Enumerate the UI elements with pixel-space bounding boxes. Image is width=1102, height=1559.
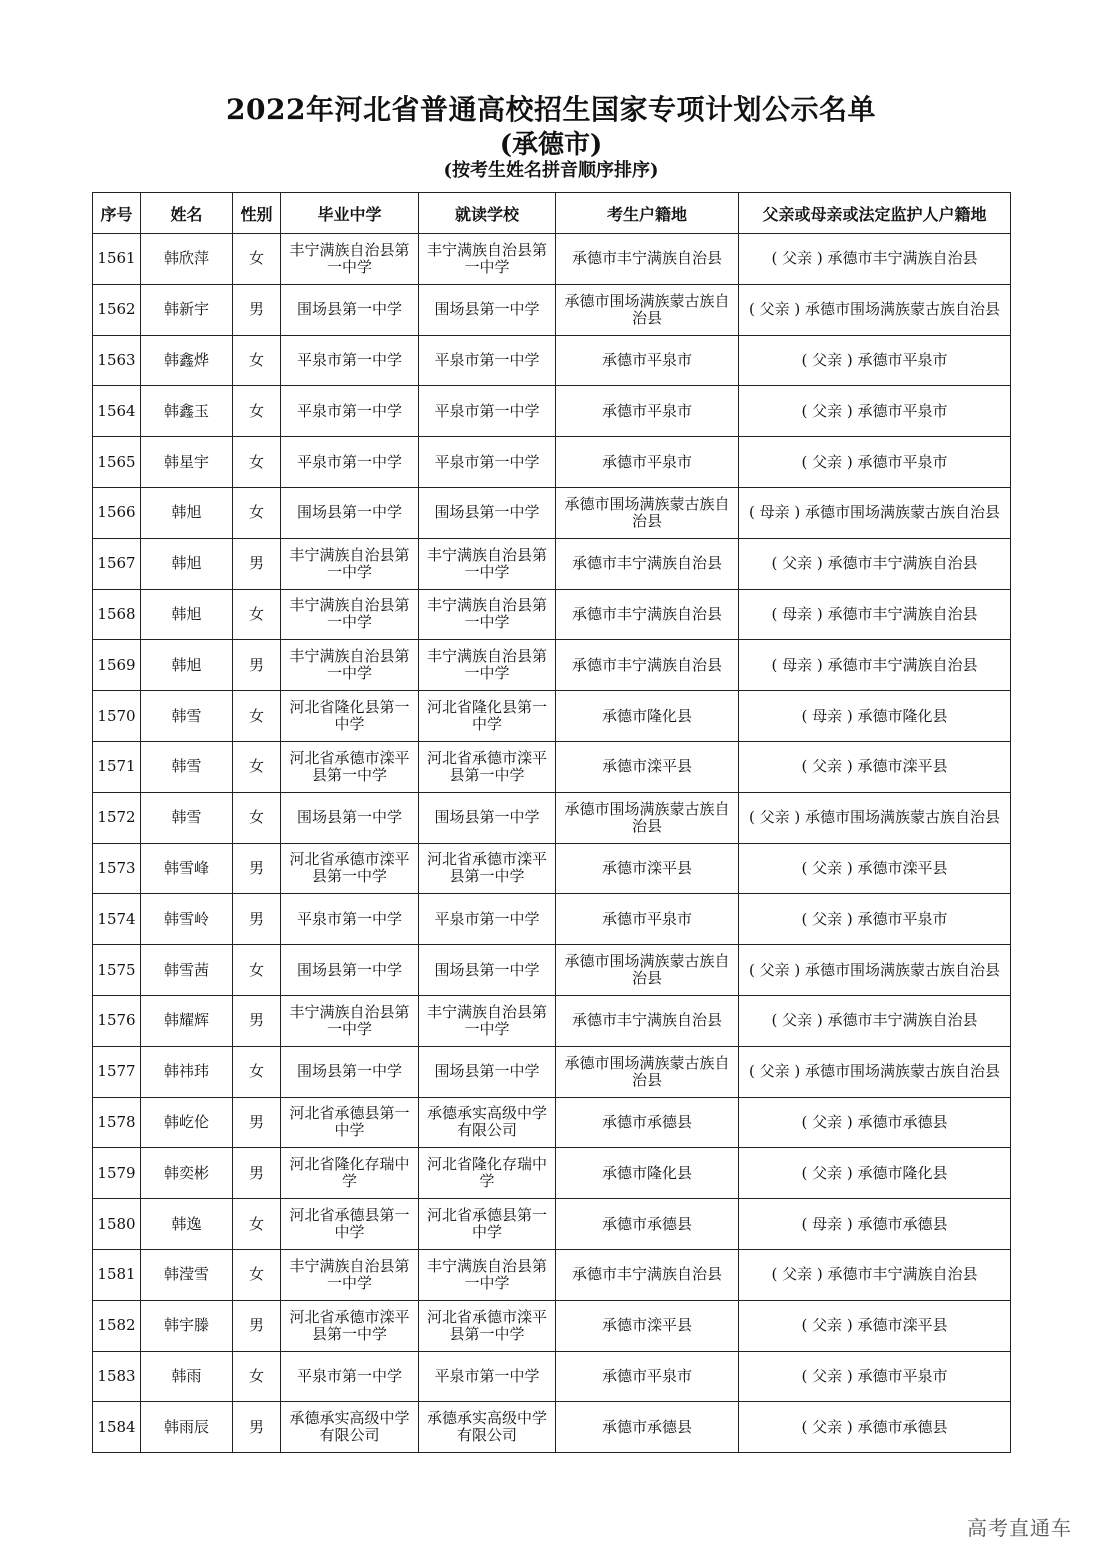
table-row [93,792,1011,843]
current-school-cell: 丰宁满族自治县第一中学 [419,1249,556,1300]
student-domicile-cell: 承德市滦平县 [556,1300,739,1351]
guardian-domicile-cell: ( 父亲 ) 承德市丰宁满族自治县 [739,1249,1011,1300]
name-cell: 韩星宇 [141,437,233,488]
gender-cell: 女 [233,1199,281,1250]
table-row [93,234,1011,285]
table-header-row [93,193,1011,234]
table-row [93,1402,1011,1453]
guardian-domicile-cell: ( 父亲 ) 承德市平泉市 [739,386,1011,437]
seq-cell: 1581 [93,1249,141,1300]
gender-cell: 女 [233,691,281,742]
table-row [93,640,1011,691]
current-school-cell: 丰宁满族自治县第一中学 [419,538,556,589]
seq-cell: 1562 [93,284,141,335]
guardian-domicile-cell: ( 父亲 ) 承德市围场满族蒙古族自治县 [739,945,1011,996]
graduation-school-cell: 河北省隆化存瑞中学 [281,1148,419,1199]
seq-cell: 1568 [93,589,141,640]
guardian-domicile-cell: ( 母亲 ) 承德市丰宁满族自治县 [739,589,1011,640]
table-row [93,589,1011,640]
graduation-school-cell: 丰宁满族自治县第一中学 [281,995,419,1046]
graduation-school-cell: 平泉市第一中学 [281,1351,419,1402]
seq-cell: 1574 [93,894,141,945]
guardian-domicile-cell: ( 母亲 ) 承德市丰宁满族自治县 [739,640,1011,691]
current-school-cell: 平泉市第一中学 [419,335,556,386]
table-row [93,1351,1011,1402]
seq-cell: 1564 [93,386,141,437]
name-cell: 韩滢雪 [141,1249,233,1300]
city-subtitle: (承德市) [499,130,603,160]
table-row [93,1097,1011,1148]
student-domicile-cell: 承德市滦平县 [556,741,739,792]
table-row [93,995,1011,1046]
graduation-school-cell: 承德承实高级中学有限公司 [281,1402,419,1453]
current-school-cell: 河北省承德市滦平县第一中学 [419,1300,556,1351]
seq-cell: 1567 [93,538,141,589]
guardian-domicile-cell: ( 父亲 ) 承德市丰宁满族自治县 [739,234,1011,285]
gender-cell: 女 [233,437,281,488]
name-cell: 韩雪峰 [141,843,233,894]
seq-cell: 1570 [93,691,141,742]
name-cell: 韩祎玮 [141,1046,233,1097]
gender-cell: 男 [233,1402,281,1453]
column-header-name: 姓名 [141,193,233,234]
guardian-domicile-cell: ( 父亲 ) 承德市承德县 [739,1402,1011,1453]
table-row [93,1249,1011,1300]
column-header-graduation-school: 毕业中学 [281,193,419,234]
gender-cell: 女 [233,1351,281,1402]
student-domicile-cell: 承德市丰宁满族自治县 [556,995,739,1046]
graduation-school-cell: 平泉市第一中学 [281,894,419,945]
student-domicile-cell: 承德市围场满族蒙古族自治县 [556,284,739,335]
gender-cell: 男 [233,843,281,894]
name-cell: 韩奕彬 [141,1148,233,1199]
student-domicile-cell: 承德市平泉市 [556,386,739,437]
graduation-school-cell: 河北省承德市滦平县第一中学 [281,843,419,894]
column-header-student-domicile: 考生户籍地 [556,193,739,234]
seq-cell: 1573 [93,843,141,894]
graduation-school-cell: 河北省承德县第一中学 [281,1097,419,1148]
guardian-domicile-cell: ( 父亲 ) 承德市平泉市 [739,894,1011,945]
guardian-domicile-cell: ( 父亲 ) 承德市围场满族蒙古族自治县 [739,792,1011,843]
watermark: 高考直通车 [967,1516,1072,1540]
graduation-school-cell: 围场县第一中学 [281,792,419,843]
name-cell: 韩雨 [141,1351,233,1402]
table-row [93,487,1011,538]
current-school-cell: 河北省承德县第一中学 [419,1199,556,1250]
current-school-cell: 围场县第一中学 [419,487,556,538]
current-school-cell: 围场县第一中学 [419,284,556,335]
name-cell: 韩耀辉 [141,995,233,1046]
table-row [93,335,1011,386]
current-school-cell: 围场县第一中学 [419,1046,556,1097]
table-row [93,1148,1011,1199]
name-cell: 韩雪岭 [141,894,233,945]
student-domicile-cell: 承德市滦平县 [556,843,739,894]
current-school-cell: 平泉市第一中学 [419,386,556,437]
student-domicile-cell: 承德市隆化县 [556,691,739,742]
current-school-cell: 平泉市第一中学 [419,1351,556,1402]
gender-cell: 女 [233,792,281,843]
student-domicile-cell: 承德市围场满族蒙古族自治县 [556,945,739,996]
student-domicile-cell: 承德市承德县 [556,1097,739,1148]
current-school-cell: 河北省隆化存瑞中学 [419,1148,556,1199]
table-row [93,843,1011,894]
current-school-cell: 围场县第一中学 [419,792,556,843]
table-row [93,945,1011,996]
gender-cell: 女 [233,1249,281,1300]
graduation-school-cell: 丰宁满族自治县第一中学 [281,1249,419,1300]
student-domicile-cell: 承德市平泉市 [556,1351,739,1402]
student-domicile-cell: 承德市平泉市 [556,335,739,386]
graduation-school-cell: 平泉市第一中学 [281,335,419,386]
current-school-cell: 承德承实高级中学有限公司 [419,1097,556,1148]
gender-cell: 女 [233,741,281,792]
column-header-current-school: 就读学校 [419,193,556,234]
guardian-domicile-cell: ( 母亲 ) 承德市围场满族蒙古族自治县 [739,487,1011,538]
seq-cell: 1578 [93,1097,141,1148]
graduation-school-cell: 丰宁满族自治县第一中学 [281,589,419,640]
graduation-school-cell: 河北省隆化县第一中学 [281,691,419,742]
table-row [93,894,1011,945]
gender-cell: 男 [233,1148,281,1199]
student-domicile-cell: 承德市平泉市 [556,437,739,488]
student-domicile-cell: 承德市丰宁满族自治县 [556,234,739,285]
roster-table [92,192,1011,1453]
table-row [93,538,1011,589]
graduation-school-cell: 平泉市第一中学 [281,386,419,437]
graduation-school-cell: 丰宁满族自治县第一中学 [281,640,419,691]
table-row [93,284,1011,335]
seq-cell: 1577 [93,1046,141,1097]
name-cell: 韩新宇 [141,284,233,335]
seq-cell: 1572 [93,792,141,843]
seq-cell: 1571 [93,741,141,792]
current-school-cell: 丰宁满族自治县第一中学 [419,995,556,1046]
current-school-cell: 丰宁满族自治县第一中学 [419,640,556,691]
student-domicile-cell: 承德市隆化县 [556,1148,739,1199]
guardian-domicile-cell: ( 父亲 ) 承德市承德县 [739,1097,1011,1148]
gender-cell: 女 [233,589,281,640]
current-school-cell: 平泉市第一中学 [419,894,556,945]
current-school-cell: 承德承实高级中学有限公司 [419,1402,556,1453]
current-school-cell: 围场县第一中学 [419,945,556,996]
student-domicile-cell: 承德市丰宁满族自治县 [556,538,739,589]
name-cell: 韩雪 [141,792,233,843]
student-domicile-cell: 承德市围场满族蒙古族自治县 [556,487,739,538]
current-school-cell: 河北省承德市滦平县第一中学 [419,843,556,894]
graduation-school-cell: 平泉市第一中学 [281,437,419,488]
guardian-domicile-cell: ( 父亲 ) 承德市丰宁满族自治县 [739,538,1011,589]
guardian-domicile-cell: ( 父亲 ) 承德市滦平县 [739,843,1011,894]
name-cell: 韩鑫玉 [141,386,233,437]
gender-cell: 男 [233,995,281,1046]
document-title: 2022年河北省普通高校招生国家专项计划公示名单 [226,93,876,126]
student-domicile-cell: 承德市围场满族蒙古族自治县 [556,1046,739,1097]
gender-cell: 女 [233,487,281,538]
gender-cell: 男 [233,1300,281,1351]
gender-cell: 男 [233,284,281,335]
student-domicile-cell: 承德市承德县 [556,1402,739,1453]
sort-note: (按考生姓名拼音顺序排序) [443,160,659,181]
column-header-gender: 性别 [233,193,281,234]
name-cell: 韩雪 [141,691,233,742]
gender-cell: 男 [233,538,281,589]
name-cell: 韩雪 [141,741,233,792]
name-cell: 韩旭 [141,487,233,538]
gender-cell: 男 [233,640,281,691]
column-header-seq: 序号 [93,193,141,234]
guardian-domicile-cell: ( 父亲 ) 承德市平泉市 [739,437,1011,488]
table-row [93,1046,1011,1097]
student-domicile-cell: 承德市丰宁满族自治县 [556,1249,739,1300]
gender-cell: 女 [233,234,281,285]
guardian-domicile-cell: ( 父亲 ) 承德市围场满族蒙古族自治县 [739,284,1011,335]
graduation-school-cell: 丰宁满族自治县第一中学 [281,538,419,589]
graduation-school-cell: 丰宁满族自治县第一中学 [281,234,419,285]
gender-cell: 男 [233,1097,281,1148]
table-row [93,1300,1011,1351]
seq-cell: 1583 [93,1351,141,1402]
table-row [93,691,1011,742]
name-cell: 韩雪茜 [141,945,233,996]
guardian-domicile-cell: ( 父亲 ) 承德市丰宁满族自治县 [739,995,1011,1046]
name-cell: 韩屹伦 [141,1097,233,1148]
name-cell: 韩雨辰 [141,1402,233,1453]
seq-cell: 1563 [93,335,141,386]
current-school-cell: 丰宁满族自治县第一中学 [419,234,556,285]
name-cell: 韩宇滕 [141,1300,233,1351]
column-header-guardian-domicile: 父亲或母亲或法定监护人户籍地 [739,193,1011,234]
graduation-school-cell: 围场县第一中学 [281,487,419,538]
current-school-cell: 河北省承德市滦平县第一中学 [419,741,556,792]
graduation-school-cell: 围场县第一中学 [281,945,419,996]
graduation-school-cell: 河北省承德县第一中学 [281,1199,419,1250]
seq-cell: 1575 [93,945,141,996]
guardian-domicile-cell: ( 父亲 ) 承德市滦平县 [739,1300,1011,1351]
seq-cell: 1576 [93,995,141,1046]
seq-cell: 1565 [93,437,141,488]
table-row [93,437,1011,488]
guardian-domicile-cell: ( 父亲 ) 承德市隆化县 [739,1148,1011,1199]
student-domicile-cell: 承德市围场满族蒙古族自治县 [556,792,739,843]
graduation-school-cell: 河北省承德市滦平县第一中学 [281,741,419,792]
name-cell: 韩旭 [141,640,233,691]
seq-cell: 1566 [93,487,141,538]
seq-cell: 1580 [93,1199,141,1250]
seq-cell: 1579 [93,1148,141,1199]
gender-cell: 女 [233,335,281,386]
gender-cell: 男 [233,894,281,945]
student-domicile-cell: 承德市丰宁满族自治县 [556,640,739,691]
student-domicile-cell: 承德市平泉市 [556,894,739,945]
guardian-domicile-cell: ( 母亲 ) 承德市承德县 [739,1199,1011,1250]
student-domicile-cell: 承德市承德县 [556,1199,739,1250]
name-cell: 韩欣萍 [141,234,233,285]
table-row [93,1199,1011,1250]
current-school-cell: 平泉市第一中学 [419,437,556,488]
graduation-school-cell: 河北省承德市滦平县第一中学 [281,1300,419,1351]
gender-cell: 女 [233,945,281,996]
gender-cell: 女 [233,1046,281,1097]
seq-cell: 1569 [93,640,141,691]
name-cell: 韩鑫烨 [141,335,233,386]
graduation-school-cell: 围场县第一中学 [281,284,419,335]
guardian-domicile-cell: ( 父亲 ) 承德市平泉市 [739,335,1011,386]
graduation-school-cell: 围场县第一中学 [281,1046,419,1097]
current-school-cell: 河北省隆化县第一中学 [419,691,556,742]
table-row [93,741,1011,792]
name-cell: 韩逸 [141,1199,233,1250]
seq-cell: 1582 [93,1300,141,1351]
guardian-domicile-cell: ( 母亲 ) 承德市隆化县 [739,691,1011,742]
seq-cell: 1584 [93,1402,141,1453]
table-row [93,386,1011,437]
guardian-domicile-cell: ( 父亲 ) 承德市围场满族蒙古族自治县 [739,1046,1011,1097]
name-cell: 韩旭 [141,538,233,589]
student-domicile-cell: 承德市丰宁满族自治县 [556,589,739,640]
guardian-domicile-cell: ( 父亲 ) 承德市平泉市 [739,1351,1011,1402]
name-cell: 韩旭 [141,589,233,640]
guardian-domicile-cell: ( 父亲 ) 承德市滦平县 [739,741,1011,792]
gender-cell: 女 [233,386,281,437]
current-school-cell: 丰宁满族自治县第一中学 [419,589,556,640]
seq-cell: 1561 [93,234,141,285]
